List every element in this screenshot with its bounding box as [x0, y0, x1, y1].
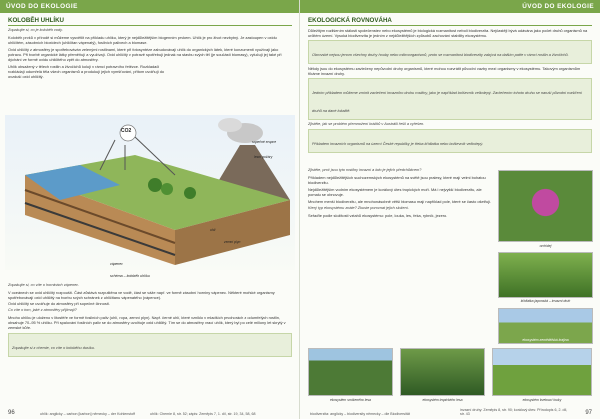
- right-footer-refs: invazní druhy: Zeměpis 8, str. 90; korálový útes: Přírodopis 6, 2. díl, str. 43: [460, 408, 568, 416]
- note-box-1: [308, 40, 592, 64]
- question-ecosystems: Který typ ekosystému znáte? Zkuste porovnat jejich složení.: [308, 205, 409, 210]
- paragraph-oceans: V oceánech se oxid uhličitý rozpouští. Část zůstává rozpuštěna ve vodě, část se váže např. ve formě zásobní horniny vápenec. Některé mořské organismy spotřebovávají oxid uhličitý na tvorbu svých schránek z uhličitanu vápenatého (vápence).: [8, 289, 275, 300]
- note-text-2: Jedním příkladem můžeme zmínit zavlečení invazního druhu rostliny, jako je například bolševník velkolepý. Zavlečením tohoto druhu se naruší původní rozšíření druhů na dané lokalitě.: [312, 91, 582, 113]
- photo-orchid: [498, 170, 593, 242]
- paragraph-decomposers: Uhlík obsažený v tělech rostlin a živočichů kolují v rámci potravního řetězce. Rozkladači rozkládají odumřelá těla všech organismů a produkují jejich vymšťování, přitom uvolňují do ovzduší oxid uhličitý.: [8, 63, 165, 79]
- note-box-2: [308, 78, 592, 120]
- paragraph-rainforest: Příkladem nejdůležitějších suchozemských ekosystémů na světě jsou pralesy, které mají velmi bohatou biodiverzitu.: [308, 174, 486, 185]
- left-footer-refs: uhlík: Chemie 8, str. 52; zápis: Zeměpis 7, 1. díl, str. 19, 34, 58, 68: [150, 412, 256, 416]
- carbon-cycle-diagram: [5, 115, 295, 270]
- caption-knotweed: křídlatka japonská – invazní druh: [520, 299, 571, 303]
- label-volcanic: sopečné erupce: [252, 140, 277, 144]
- label-coal: uhlí: [210, 228, 216, 232]
- right-page-number: 97: [585, 410, 592, 416]
- task-sort-ecosystems: Seřaďte podle složitosti vztahů ekosystému: pole, louka, les, řeka, rybník, jezero.: [308, 212, 448, 218]
- right-section-title: EKOLOGICKÁ ROVNOVÁHA: [308, 17, 592, 26]
- label-gas: zemní plyn: [224, 240, 241, 244]
- photo-mixed-forest: [308, 348, 393, 396]
- left-page-number: 96: [8, 410, 15, 416]
- left-section-title: KOLOBĚH UHLÍKU: [8, 17, 292, 26]
- right-footer-vocab: biodiverzita: anglicky – biodiversity německy – die Biodiversität: [310, 412, 410, 416]
- right-page: [300, 0, 600, 419]
- paragraph-carbon-intro: Koloběh prvků v přírodě si můžeme vysvětlit na příkladu uhlíku, který je nejdůležitějším biogenním prvkem. Uhlík je pro život nezbytný. Je zastoupen v oxidu uhličitém, zásobních bioxidech (uhličitan vápenatý), fosilních palivech a biomase.: [8, 34, 277, 45]
- note-box-3: [308, 129, 592, 153]
- note-text-1: Obrovské nejsou jenom všechny druhy houby nebo mikroorganismů, proto se rozmanitost biodiverzity zabývá na dalším patře v rámci rostlin a živočichů.: [312, 53, 569, 57]
- question-rabbits: Zjistěte, jak se problém přemnožení králíků v Austrálii řešil a vyřešen.: [308, 122, 425, 126]
- label-limestone: vápenec: [110, 262, 123, 266]
- caption-landscape: ekosystém zemědělská krajina: [522, 338, 569, 342]
- photo-knotweed: [498, 252, 593, 298]
- photo-meadow: [492, 348, 592, 396]
- nitrogen-box: [8, 333, 292, 357]
- caption-orchid: orchidej: [539, 244, 552, 248]
- question-atmosphere: Co víte o tom, jaké z atmosféry přijímají?: [8, 307, 77, 312]
- diagram-caption: schéma – koloběh uhlíku: [110, 274, 150, 278]
- question-water-cycle: Zopakujte si, co je koloběh vody.: [8, 28, 63, 32]
- caption-tropical-forest: ekosystém tropického lesa: [422, 398, 463, 402]
- question-invasive-plants: Zjistěte, proč jsou tyto rostliny invazní a kdo je jejich předchůdcem?: [308, 168, 422, 172]
- paragraph-fossil-fuels: Mnoho uhlíku je uloženo v litosféře ve formě fosilních paliv (uhlí, ropa, zemní plyn). Např. černé uhlí, které vzniklo v mladších prvohorách z odumřelých rostlin, obsahuje 70–95 % uhlíku. Při spalování fosilních paliv se do atmosféry uvolňuje oxid uhličitý. Tím se do atmosféry vrací uhlík, který byl po celé miliony let skrytý v zemské kůře.: [8, 314, 286, 330]
- right-header: ÚVOD DO EKOLOGIE: [300, 0, 600, 13]
- paragraph-photosynthesis: Oxid uhličitý z atmosféry je spotřebováván zelenými rostlinami, které při fotosyntéze zabudovávají uhlík do organických látek, které konzumenti využívají jako potravu. Při tvorbě organické látky přeměňují a využívají. Oxid uhličitý v potravě spotřebují jednak na stavbu svých těl (je součástí biomasy), vylučují jej také při dýchání ve formě oxidu uhličitého zpět do atmosféry.: [8, 46, 282, 62]
- caption-mixed-forest: ekosystém smíšeného lesa: [330, 398, 371, 402]
- co2-label: CO2: [121, 128, 132, 134]
- paragraph-volcanic: Oxid uhličitý se uvolňuje do atmosféry při sopečné činnosti.: [8, 300, 110, 306]
- note-text-3: Příkladem invazních organismů na území České republiky je třeba křídlatka nebo bolševník velkolepý.: [312, 141, 484, 146]
- left-header: ÚVOD DO EKOLOGIE: [0, 0, 299, 13]
- paragraph-invasive: Někdy jsou do ekosystému zavlečeny nepůvodní druhy organismů, které mohou rozvrátit původní vazby mezi organismy v ekosystému. Takovým organismům říkáme invazní druhy.: [308, 66, 581, 76]
- caption-meadow: ekosystém kvetoucí louky: [522, 398, 562, 402]
- photo-tropical-forest: [400, 348, 485, 396]
- question-limestone: Zopakujte si, co víte o horninách vápenec.: [8, 283, 80, 287]
- paragraph-coral-reef: Nejdůležitějším vodním ekosystémem je korálový útes tropických moří. Má i nejvyšší biodiverzitu, ale pomalu se obnovuje.: [308, 186, 482, 197]
- nitrogen-question: Zopakujte si z chemie, co víte o koloběhu dusíku.: [12, 345, 95, 350]
- label-forest-fires: lesní požáry: [254, 155, 273, 159]
- paragraph-biodiversity: Důležitým rozlišením stálosti společenstev nebo ekosystémů je biologická rozmanitost neboli biodiverzita. Nejčastěji bývá udávána jako počet druhů organismů na určitém území. Vysoká biodiverzita je jedním z nejdůležitějších způsobů zachování stability ekosystému.: [308, 28, 588, 38]
- left-footer-vocab: uhlík: anglicky – carbon [karbon] německy – der Kohlenstoff: [40, 412, 136, 416]
- paragraph-fields: Mnohem menší biodiverzitu, ale mnohonásobně větší biomasu mají například pole, které se často ošetřují.: [308, 198, 492, 204]
